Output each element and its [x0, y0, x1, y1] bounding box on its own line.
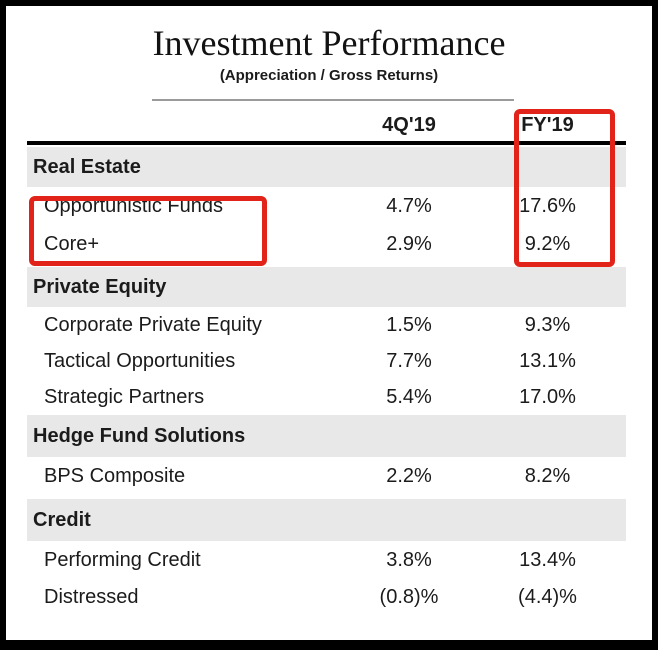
row-label: Strategic Partners: [44, 385, 205, 408]
row-value-fy19: 17.6%: [519, 194, 576, 217]
row-value-fy19: (4.4)%: [518, 585, 577, 608]
section-label: Credit: [33, 508, 91, 531]
row-value-4q19: 5.4%: [386, 385, 432, 408]
table-row-distressed: [27, 579, 626, 615]
row-label: Corporate Private Equity: [44, 313, 262, 336]
row-value-fy19: 9.3%: [524, 313, 571, 336]
row-value-4q19: 1.5%: [386, 313, 432, 336]
table-header-row: [27, 101, 626, 145]
section-label: Real Estate: [33, 155, 141, 178]
section-label: Hedge Fund Solutions: [33, 424, 246, 447]
table-row-opportunistic-funds: [27, 187, 626, 225]
section-row-hedge-fund-solutions: [27, 415, 626, 457]
row-label: Tactical Opportunities: [44, 349, 236, 372]
section-label: Private Equity: [33, 275, 167, 298]
row-label: BPS Composite: [44, 464, 186, 487]
row-value-fy19: 13.4%: [519, 548, 576, 571]
page-subtitle: (Appreciation / Gross Returns): [219, 67, 439, 84]
row-value-fy19: 8.2%: [524, 464, 571, 487]
performance-table: [27, 101, 626, 615]
row-label: Opportunistic Funds: [44, 194, 223, 217]
table-row-tactical-opportunities: [27, 343, 626, 379]
table-row-performing-credit: [27, 541, 626, 579]
column-header-fy19: FY'19: [521, 114, 574, 136]
row-value-4q19: 2.2%: [386, 464, 432, 487]
row-label: Core+: [44, 232, 100, 255]
row-value-fy19: 17.0%: [519, 385, 576, 408]
row-value-4q19: 3.8%: [386, 548, 432, 571]
section-row-real-estate: [27, 147, 626, 187]
table-row-core-plus: [27, 225, 626, 263]
row-value-4q19: (0.8)%: [379, 585, 439, 608]
row-value-4q19: 4.7%: [386, 194, 432, 217]
row-value-4q19: 2.9%: [386, 232, 432, 255]
section-row-private-equity: [27, 267, 626, 307]
row-value-4q19: 7.7%: [386, 349, 432, 372]
table-row-corporate-private-equity: [27, 307, 626, 343]
column-header-4q19: 4Q'19: [382, 114, 436, 136]
page-title: Investment Performance: [152, 23, 506, 63]
row-label: Distressed: [44, 585, 139, 608]
row-label: Performing Credit: [44, 548, 201, 571]
section-row-credit: [27, 499, 626, 541]
row-value-fy19: 9.2%: [524, 232, 571, 255]
table-row-bps-composite: [27, 457, 626, 495]
row-value-fy19: 13.1%: [519, 349, 576, 372]
table-row-strategic-partners: [27, 379, 626, 415]
